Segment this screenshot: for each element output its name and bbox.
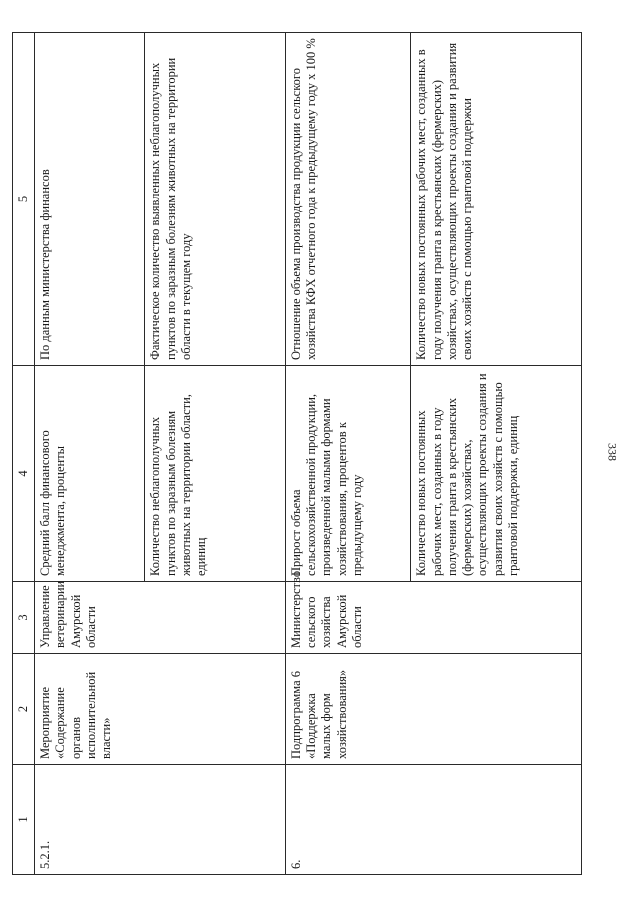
indicator-text: Количество новых постоянных рабочих мест, созданных в году получения гранта в крестьянских (фермерских) хозяйствах, осуществляющих проекты создания и развития своих хозяйств с помощью грантовой поддержки, единиц (414, 373, 520, 576)
indicator-name (145, 366, 285, 582)
calc-method (145, 33, 285, 366)
row-number: 5.2.1. (35, 765, 286, 875)
calc-method (35, 33, 145, 366)
activity-name: Мероприятие «Содержание органов исполнительной власти» (35, 654, 286, 765)
indicator-name (411, 366, 582, 582)
header-col-1: 1 (13, 765, 35, 875)
indicator-name (35, 366, 145, 582)
indicator-text: Количество неблагополучных пунктов по заразным болезням животных на территории области, единиц (148, 394, 209, 576)
activity-name: Подпрограмма 6 «Поддержка малых форм хозяйствования» (285, 654, 581, 765)
indicator-text: Средний балл финансового менеджмента, проценты (38, 430, 68, 576)
executor: Министерство сельского хозяйства Амурской области (285, 582, 581, 654)
header-col-4: 4 (13, 366, 35, 582)
table-row (35, 33, 145, 875)
table-row (285, 33, 410, 875)
header-col-2: 2 (13, 654, 35, 765)
calc-method-text: Фактическое количество выявленных неблагополучных пунктов по заразным болезням животных на территории области в текущем году (148, 57, 193, 360)
calc-method-text: Отношение объема производства продукции сельского хозяйства КФХ отчетного года к предыдущему году х 100 % (288, 38, 319, 360)
document-table-container (12, 33, 582, 875)
row-number: 6. (285, 765, 581, 875)
indicator-name (285, 366, 410, 582)
header-col-5: 5 (13, 33, 35, 366)
calc-method-text: Количество новых постоянных рабочих мест, созданных в году получения гранта в крестьянских (фермерских) хозяйствах, осуществляющих проекты создания и развития своих хозяйств с помощью грантовой поддержки (414, 42, 475, 360)
indicators-table (12, 32, 582, 875)
header-col-3: 3 (13, 582, 35, 654)
calc-method (285, 33, 410, 366)
header-row (13, 33, 35, 875)
executor: Управление ветеринарии Амурской области (35, 582, 286, 654)
calc-method (411, 33, 582, 366)
page-number: 338 (605, 443, 620, 461)
calc-method-text: По данным министерства финансов (38, 169, 53, 360)
indicator-text: Прирост объема сельскохозяйственной продукции, произведенной малыми формами хозяйствования, процентов к предыдущему году (288, 393, 364, 576)
